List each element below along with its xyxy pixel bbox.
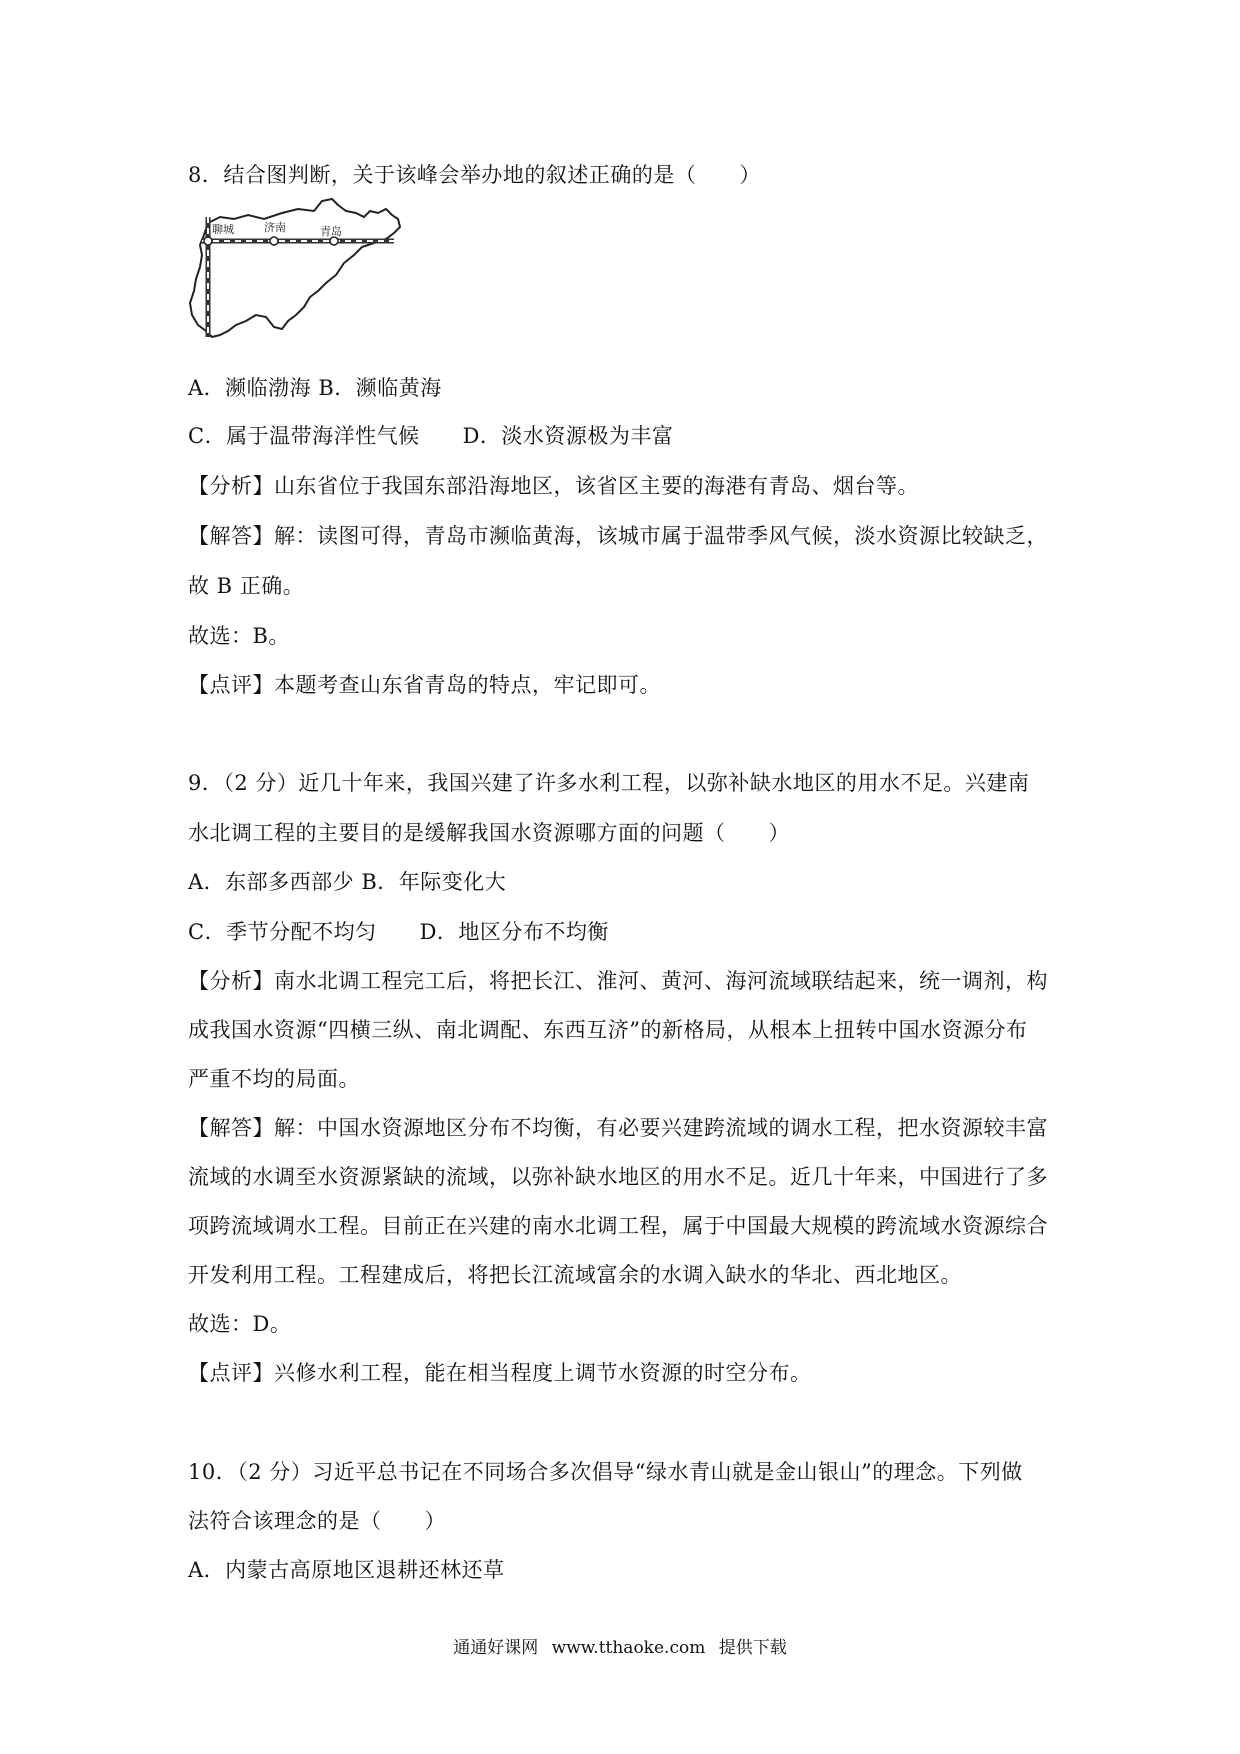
footer-site-name: 通通好课网: [453, 1638, 539, 1658]
q8-answer-line-2: 故 B 正确。: [188, 574, 305, 598]
q8-option-cd: C．属于温带海洋性气候 D．淡水资源极为丰富: [188, 424, 674, 448]
q8-analysis: 【分析】山东省位于我国东部沿海地区，该省区主要的海港有青岛、烟台等。: [188, 474, 919, 498]
city-label-jinan: 济南: [264, 221, 286, 234]
shandong-map: [186, 197, 414, 340]
q8-stem: 8．结合图判断，关于该峰会举办地的叙述正确的是（ ）: [188, 163, 761, 187]
q8-answer-line-1: 【解答】解：读图可得，青岛市濒临黄海，该城市属于温带季风气候，淡水资源比较缺乏，: [188, 524, 1048, 548]
q9-analysis-line-1: 【分析】南水北调工程完工后，将把长江、淮河、黄河、海河流域联结起来，统一调剂，构: [188, 969, 1048, 993]
q10-stem-line-1: 10．（2 分）习近平总书记在不同场合多次倡导“绿水青山就是金山银山”的理念。下列做: [188, 1460, 1023, 1484]
province-outline: [190, 199, 400, 337]
q8-comment: 【点评】本题考查山东省青岛的特点，牢记即可。: [188, 673, 661, 697]
q9-answer-line-1: 【解答】解：中国水资源地区分布不均衡，有必要兴建跨流域的调水工程，把水资源较丰富: [188, 1116, 1048, 1140]
footer-download: 提供下载: [718, 1638, 787, 1658]
city-label-qingdao: 青岛: [320, 225, 342, 238]
city-dot-jinan: [270, 237, 278, 245]
q9-stem-line-2: 水北调工程的主要目的是缓解我国水资源哪方面的问题（ ）: [188, 821, 790, 845]
q9-answer-line-4: 开发利用工程。工程建成后，将把长江流域富余的水调入缺水的华北、西北地区。: [188, 1263, 962, 1287]
q9-option-ab: A．东部多西部少 B．年际变化大: [188, 870, 507, 894]
q8-choice: 故选：B。: [188, 624, 290, 648]
q10-stem-line-2: 法符合该理念的是（ ）: [188, 1509, 446, 1533]
q9-analysis-line-3: 严重不均的局面。: [188, 1067, 360, 1091]
q9-choice: 故选：D。: [188, 1312, 292, 1336]
page-footer: [0, 1633, 1240, 1658]
q10-option-a: A．内蒙古高原地区退耕还林还草: [188, 1558, 505, 1582]
q9-analysis-line-2: 成我国水资源“四横三纵、南北调配、东西互济”的新格局，从根本上扭转中国水资源分布: [188, 1018, 1028, 1042]
q9-answer-line-2: 流域的水调至水资源紧缺的流域，以弥补缺水地区的用水不足。近几十年来，中国进行了多: [188, 1165, 1048, 1189]
city-dot-liaocheng: [204, 237, 212, 245]
q8-option-ab: A．濒临渤海 B．濒临黄海: [188, 376, 442, 400]
city-dot-qingdao: [330, 237, 338, 245]
footer-url[interactable]: www.tthaoke.com: [551, 1638, 706, 1658]
q9-stem-line-1: 9．（2 分）近几十年来，我国兴建了许多水利工程，以弥补缺水地区的用水不足。兴建南: [188, 771, 1030, 795]
q9-option-cd: C．季节分配不均匀 D．地区分布不均衡: [188, 920, 609, 944]
q9-answer-line-3: 项跨流域调水工程。目前正在兴建的南水北调工程，属于中国最大规模的跨流域水资源综合: [188, 1214, 1048, 1238]
q9-comment: 【点评】兴修水利工程，能在相当程度上调节水资源的时空分布。: [188, 1361, 812, 1385]
city-label-liaocheng: 聊城: [212, 223, 234, 236]
